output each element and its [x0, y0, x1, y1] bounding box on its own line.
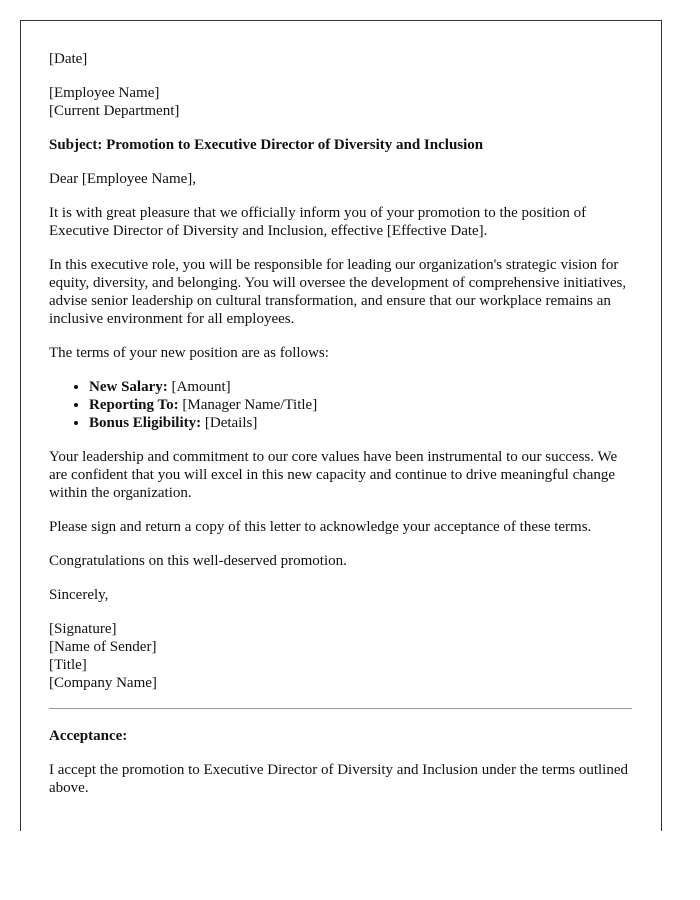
term-label: Bonus Eligibility: [89, 415, 202, 431]
subject-line: Subject: Promotion to Executive Director of Diversity and Inclusion [49, 137, 484, 153]
acceptance-heading: Acceptance: [49, 728, 128, 744]
term-label: Reporting To: [89, 397, 179, 413]
valediction: Sincerely, [49, 587, 109, 603]
divider [49, 708, 632, 709]
paragraph-leadership: Your leadership and commitment to our core values have been instrumental to our success. We are confident that you will excel in this new capacity and continue to drive meaningful change within the organization. [49, 449, 618, 501]
term-value: [Details] [201, 415, 258, 431]
paragraph-intro: It is with great pleasure that we officially inform you of your promotion to the position of Executive Director of Diversity and Inclusion, effective [Effective Date]. [49, 205, 587, 239]
recipient-name: [Employee Name] [49, 85, 160, 101]
signature: [Signature] [49, 621, 117, 637]
terms-list [49, 378, 632, 432]
recipient-department: [Current Department] [49, 103, 180, 119]
term-item [89, 378, 632, 396]
term-value: [Amount] [167, 379, 231, 395]
paragraph-sign-return: Please sign and return a copy of this letter to acknowledge your acceptance of these terms. [49, 519, 592, 535]
recipient-block [49, 84, 632, 120]
term-value: [Manager Name/Title] [178, 397, 318, 413]
company-name: [Company Name] [49, 675, 157, 691]
letter [20, 20, 662, 831]
salutation: Dear [Employee Name], [49, 171, 197, 187]
sender-title: [Title] [49, 657, 87, 673]
acceptance-text: I accept the promotion to Executive Director of Diversity and Inclusion under the terms outlined above. [49, 762, 628, 796]
paragraph-congrats: Congratulations on this well-deserved promotion. [49, 553, 347, 569]
sender-name: [Name of Sender] [49, 639, 157, 655]
paragraph-role: In this executive role, you will be responsible for leading our organization's strategic vision for equity, diversity, and belonging. You will oversee the development of comprehensive initiatives, advise senior leadership on cultural transformation, and ensure that our workplace remains an inclusive environment for all employees. [49, 257, 627, 327]
signature-block [49, 620, 632, 692]
term-label: New Salary: [89, 379, 168, 395]
date: [Date] [49, 51, 88, 67]
paragraph-terms-intro: The terms of your new position are as follows: [49, 345, 329, 361]
term-item [89, 414, 632, 432]
term-item [89, 396, 632, 414]
